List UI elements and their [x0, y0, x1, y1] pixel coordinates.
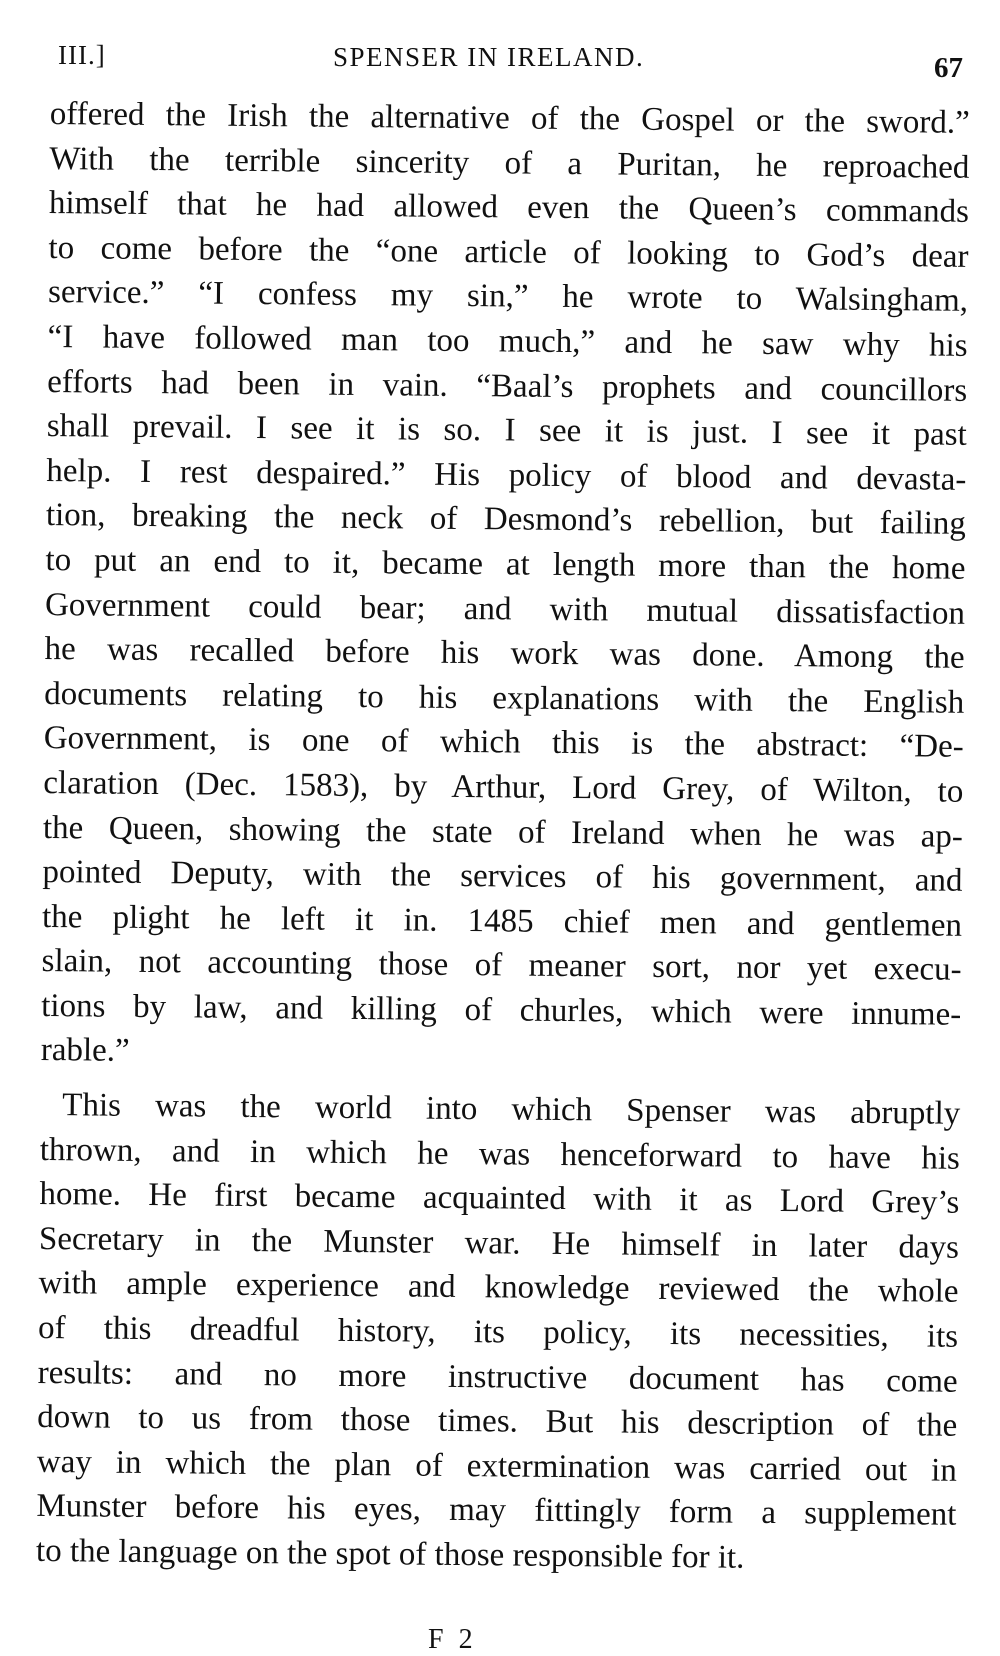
text-line: way in which the plan of extermination was carried out in — [36, 1443, 957, 1489]
body-text — [36, 92, 970, 1582]
text-line: results: and no more instructive document has come — [37, 1354, 958, 1400]
text-line: to come before the “one article of looking to God’s dear — [48, 229, 969, 275]
text-line: rable.” — [40, 1032, 130, 1070]
page-number: 67 — [934, 52, 963, 84]
text-line: Munster before his eyes, may fittingly form a supplement — [36, 1488, 957, 1534]
text-line: shall prevail. I see it is so. I see it is just. I see it past — [46, 408, 967, 453]
text-line: home. He first became acquainted with it as Lord Grey’s — [39, 1176, 960, 1222]
text-line: service.” “I confess my sin,” he wrote to Walsingham, — [47, 274, 969, 320]
running-title: SPENSER IN IRELAND. — [333, 42, 645, 72]
text-line: to the language on the spot of those responsible for it. — [35, 1532, 745, 1576]
text-line: Secretary in the Munster war. He himself in later days — [38, 1220, 960, 1266]
paragraph-2 — [36, 1083, 961, 1582]
text-line: with ample experience and knowledge reviewed the whole — [38, 1265, 959, 1311]
text-line: the plight he left it in. 1485 chief men and gentlemen — [41, 898, 963, 944]
text-line: he was recalled before his work was done. Among the — [44, 631, 965, 676]
text-line: down to us from those times. But his description of the — [37, 1399, 958, 1444]
text-line: offered the Irish the alternative of the Gospel or the sword.” — [49, 95, 970, 141]
text-line: Government could bear; and with mutual dissatisfaction — [44, 586, 966, 632]
text-line: tions by law, and killing of churles, which were innume- — [41, 987, 962, 1033]
text-line: efforts had been in vain. “Baal’s prophets and councillors — [47, 363, 968, 409]
running-head — [58, 30, 963, 84]
text-line: slain, not accounting those of meaner sort, nor yet execu- — [41, 943, 962, 989]
text-line: to put an end to it, became at length more than the home — [45, 541, 966, 587]
text-line: claration (Dec. 1583), by Arthur, Lord Grey, of Wilton, to — [43, 764, 964, 810]
text-line: This was the world into which Spenser was abruptly — [62, 1087, 961, 1132]
text-line: help. I rest despaired.” His policy of blood and devasta- — [46, 452, 967, 498]
text-line: “I have followed man too much,” and he saw why his — [47, 318, 968, 364]
signature-mark: F 2 — [428, 1624, 477, 1655]
text-line: documents relating to his explanations with the English — [44, 675, 965, 721]
paragraph-1 — [41, 92, 970, 1082]
chapter-marker: III.] — [58, 40, 106, 70]
text-line: thrown, and in which he was henceforward to have his — [39, 1131, 960, 1177]
text-line: pointed Deputy, with the services of his government, and — [42, 854, 963, 899]
text-line: tion, breaking the neck of Desmond’s rebellion, but failing — [45, 497, 967, 543]
text-line: the Queen, showing the state of Ireland when he was ap- — [42, 809, 964, 855]
text-line: Government, is one of which this is the abstract: “De- — [43, 720, 964, 766]
text-line: himself that he had allowed even the Queen’s commands — [48, 185, 970, 231]
text-line: With the terrible sincerity of a Puritan, he reproached — [49, 140, 970, 186]
text-line: of this dreadful history, its policy, its necessities, its — [37, 1309, 959, 1355]
